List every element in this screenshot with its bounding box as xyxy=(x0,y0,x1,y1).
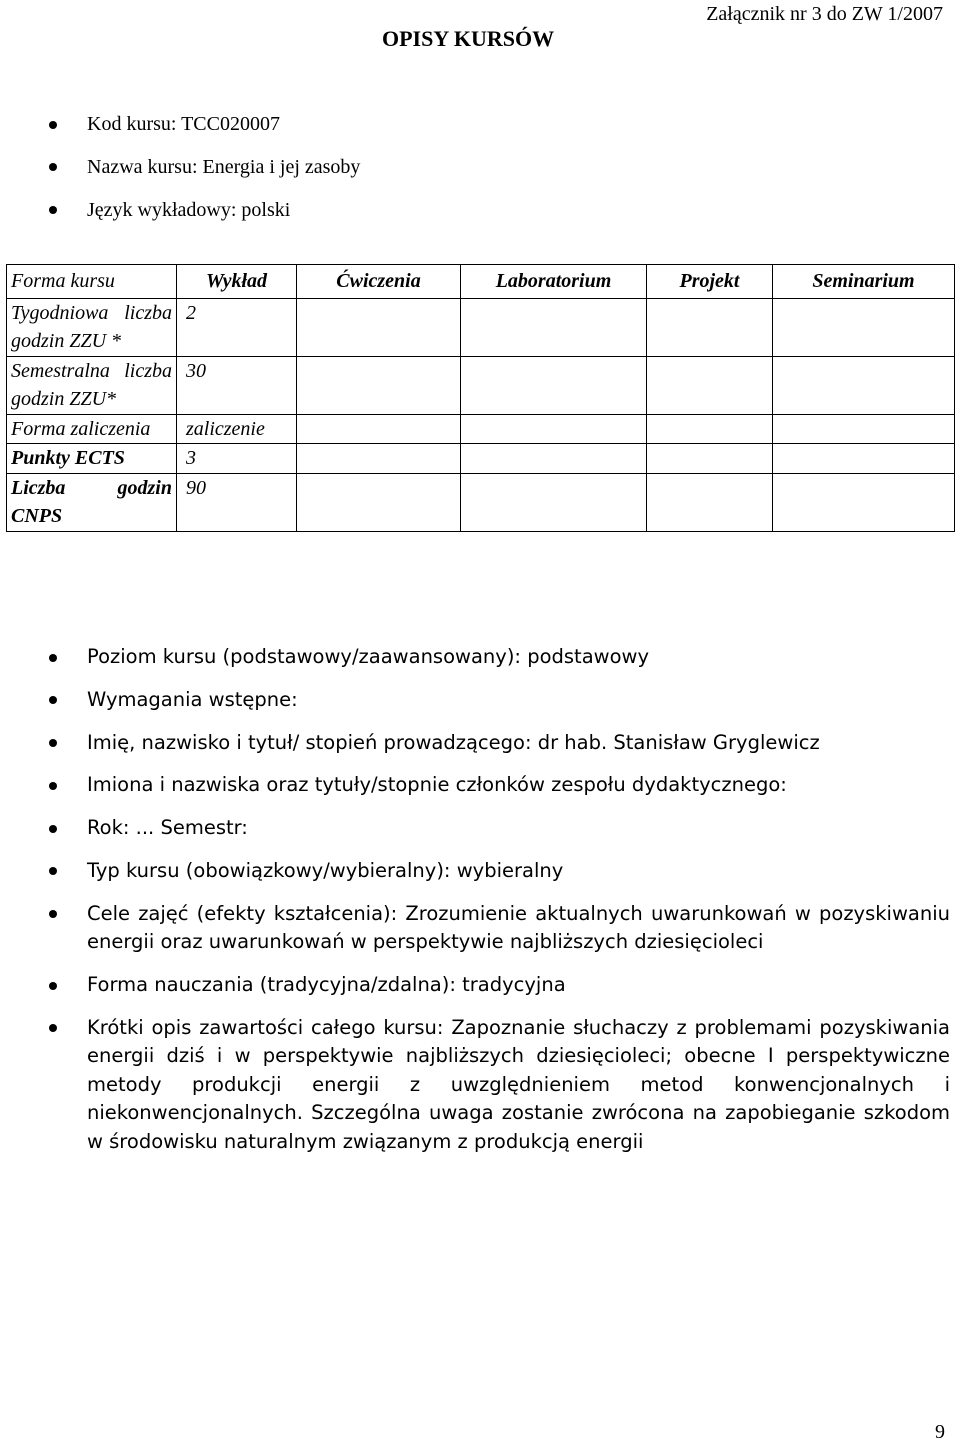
table-cell xyxy=(461,444,647,474)
table-cell xyxy=(647,444,773,474)
table-row xyxy=(7,298,955,356)
table-cell xyxy=(297,414,461,444)
list-item-course-name: Nazwa kursu: Energia i jej zasoby xyxy=(0,153,960,182)
table-cell xyxy=(461,298,647,356)
table-cell xyxy=(773,473,955,531)
table-row xyxy=(7,414,955,444)
list-item-language: Język wykładowy: polski xyxy=(0,196,960,225)
table-cell xyxy=(647,298,773,356)
list-item-year-semester: Rok: ... Semestr: xyxy=(0,814,960,843)
course-forms-table xyxy=(6,264,955,532)
annex-reference: Załącznik nr 3 do ZW 1/2007 xyxy=(706,3,943,25)
bullet-icon xyxy=(49,696,57,704)
list-item-course-code: Kod kursu: TCC020007 xyxy=(0,110,960,139)
table-row-label: Semestralna liczba godzin ZZU* xyxy=(7,356,177,414)
table-cell xyxy=(461,473,647,531)
bullet-icon xyxy=(49,910,57,918)
table-row-label: Punkty ECTS xyxy=(7,444,177,474)
table-cell xyxy=(461,414,647,444)
table-row-label: Forma zaliczenia xyxy=(7,414,177,444)
table-header-cell: Wykład xyxy=(177,265,297,299)
table-cell: 3 xyxy=(177,444,297,474)
course-details-list xyxy=(0,643,960,1171)
table-cell xyxy=(297,473,461,531)
table-cell: 2 xyxy=(177,298,297,356)
table-cell xyxy=(647,356,773,414)
table-cell xyxy=(297,444,461,474)
bullet-icon xyxy=(49,206,57,214)
table-header-cell: Projekt xyxy=(647,265,773,299)
table-cell xyxy=(297,298,461,356)
table-header-cell: Laboratorium xyxy=(461,265,647,299)
bullet-icon xyxy=(49,739,57,747)
table-header-cell: Forma kursu xyxy=(7,265,177,299)
page-number: 9 xyxy=(935,1421,945,1443)
list-item-description: Krótki opis zawartości całego kursu: Zapoznanie słuchaczy z problemami pozyskiwania energii dziś i w perspektywie najbliższych dziesięcioleci; obecne I perspektywiczne metody produkcji energii z uwzględnieniem metod konwencjonalnych i niekonwencjonalnych. Szczególna uwaga zostanie zwrócona na zapobieganie szkodom w środowisku naturalnym związanym z produkcją energii xyxy=(0,1014,960,1157)
list-item-teaching-form: Forma nauczania (tradycyjna/zdalna): tradycyjna xyxy=(0,971,960,1000)
list-item-requirements: Wymagania wstępne: xyxy=(0,686,960,715)
list-item-level: Poziom kursu (podstawowy/zaawansowany): podstawowy xyxy=(0,643,960,672)
table-cell xyxy=(773,356,955,414)
bullet-icon xyxy=(49,867,57,875)
table-row-label: Liczba godzin CNPS xyxy=(7,473,177,531)
table-header-cell: Ćwiczenia xyxy=(297,265,461,299)
bullet-icon xyxy=(49,982,57,990)
bullet-icon xyxy=(49,782,57,790)
table-cell: 90 xyxy=(177,473,297,531)
bullet-icon xyxy=(49,654,57,662)
table-cell xyxy=(647,414,773,444)
bullet-icon xyxy=(49,1024,57,1032)
table-cell: 30 xyxy=(177,356,297,414)
table-cell xyxy=(773,444,955,474)
table-cell xyxy=(461,356,647,414)
table-row xyxy=(7,473,955,531)
course-info-list xyxy=(0,110,960,238)
table-header-cell: Seminarium xyxy=(773,265,955,299)
table-cell: zaliczenie xyxy=(177,414,297,444)
table-cell xyxy=(773,298,955,356)
list-item-course-type: Typ kursu (obowiązkowy/wybieralny): wybieralny xyxy=(0,857,960,886)
table-row xyxy=(7,444,955,474)
table-row-label: Tygodniowa liczba godzin ZZU * xyxy=(7,298,177,356)
table-cell xyxy=(297,356,461,414)
bullet-icon xyxy=(49,121,57,129)
table-cell xyxy=(773,414,955,444)
list-item-goals: Cele zajęć (efekty kształcenia): Zrozumienie aktualnych uwarunkowań w pozyskiwaniu energii oraz uwarunkowań w perspektywie najbliższych dziesięcioleci xyxy=(0,900,960,957)
table-header-row xyxy=(7,265,955,299)
list-item-teacher: Imię, nazwisko i tytuł/ stopień prowadzącego: dr hab. Stanisław Gryglewicz xyxy=(0,729,960,758)
bullet-icon xyxy=(49,163,57,171)
table-cell xyxy=(647,473,773,531)
page-title: OPISY KURSÓW xyxy=(382,26,555,51)
list-item-team: Imiona i nazwiska oraz tytuły/stopnie członków zespołu dydaktycznego: xyxy=(0,771,960,800)
table-row xyxy=(7,356,955,414)
bullet-icon xyxy=(49,825,57,833)
